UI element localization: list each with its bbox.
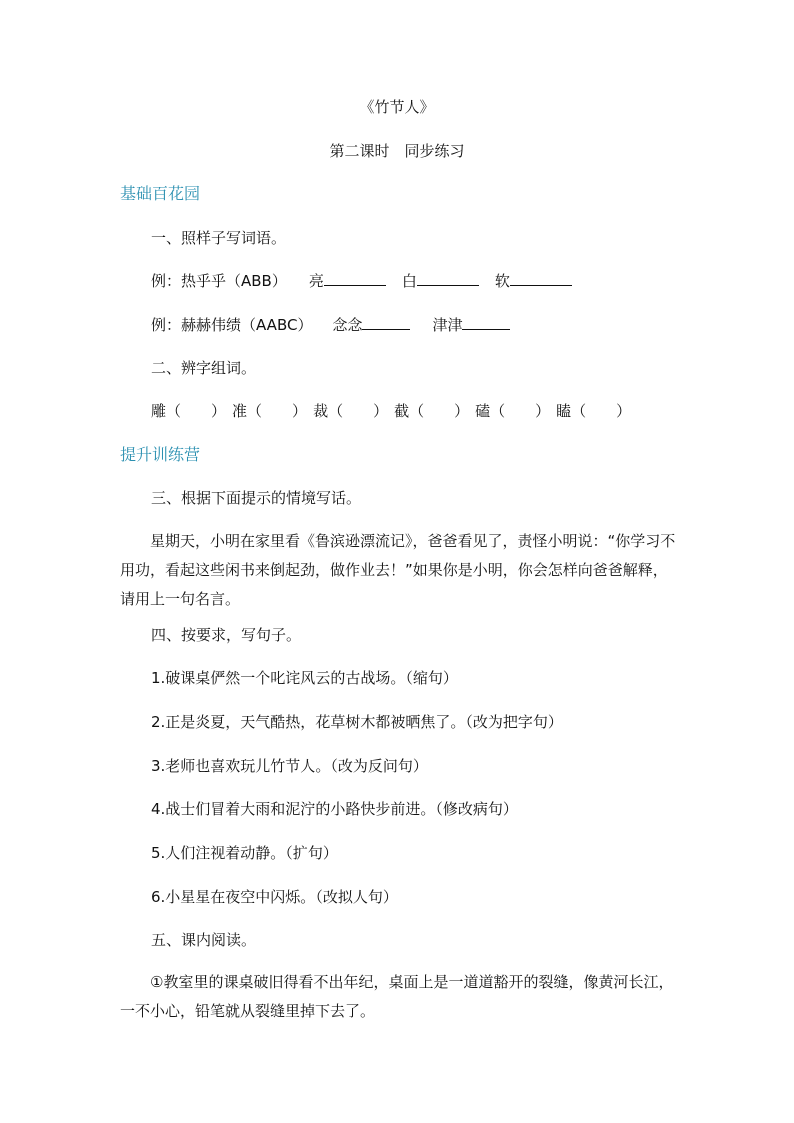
- answer-blank[interactable]: [462, 315, 510, 330]
- section-heading-basics: 基础百花园: [120, 184, 201, 203]
- char-diao: 雕: [151, 402, 167, 420]
- section-heading-advanced: 提升训练营: [120, 445, 201, 464]
- document-title: 《竹节人》: [359, 98, 435, 116]
- question-5-heading: 五、课内阅读。: [151, 931, 257, 949]
- question-3-text: 星期天，小明在家里看《鲁滨逊漂流记》，爸爸看见了，责怪小明说：“你学习不用功，看起这些闲书来倒起劲，做作业去！”如果你是小明，你会怎样向爸爸解释，请用上一句名言。: [120, 532, 676, 608]
- answer-paren[interactable]: （ ）: [409, 402, 470, 420]
- char-zhun: 准: [232, 402, 248, 420]
- document-subtitle: 第二课时 同步练习: [329, 142, 465, 160]
- answer-paren[interactable]: （ ）: [166, 402, 227, 420]
- question-3-heading: 三、根据下面提示的情境写话。: [151, 489, 362, 507]
- word-prompt-jinjin: 津津: [432, 316, 463, 334]
- answer-paren[interactable]: （ ）: [247, 402, 308, 420]
- word-prompt-niannian: 念念: [332, 316, 363, 334]
- question-2-chars: [151, 401, 631, 421]
- char-jie: 截: [394, 402, 410, 420]
- question-1-heading: 一、照样子写词语。: [151, 229, 287, 247]
- question-4-heading: 四、按要求，写句子。: [151, 626, 302, 644]
- answer-paren[interactable]: （ ）: [571, 402, 632, 420]
- char-cai: 裁: [313, 402, 329, 420]
- answer-blank[interactable]: [362, 315, 410, 330]
- answer-blank[interactable]: [417, 271, 479, 286]
- char-ke-sleepy: 瞌: [556, 402, 572, 420]
- word-prompt-ruan: 软: [494, 272, 510, 290]
- question-2-heading: 二、辨字组词。: [151, 359, 257, 377]
- question-1-example-2: [151, 315, 510, 335]
- answer-blank[interactable]: [324, 271, 386, 286]
- question-1-example-1: [151, 271, 572, 291]
- answer-paren[interactable]: （ ）: [328, 402, 389, 420]
- question-5-passage: ①教室里的课桌破旧得看不出年纪，桌面上是一道道豁开的裂缝，像黄河长江，一不小心，铅笔就从裂缝里掉下去了。: [120, 973, 674, 1020]
- question-4-item-3: 3.老师也喜欢玩儿竹节人。（改为反问句）: [151, 757, 428, 775]
- word-prompt-liang: 亮: [308, 272, 324, 290]
- answer-paren[interactable]: （ ）: [490, 402, 551, 420]
- question-4-item-1: 1.破课桌俨然一个叱诧风云的古战场。（缩句）: [151, 669, 458, 687]
- word-prompt-bai: 白: [401, 272, 417, 290]
- answer-blank[interactable]: [510, 271, 572, 286]
- question-4-item-6: 6.小星星在夜空中闪烁。（改拟人句）: [151, 888, 398, 906]
- question-4-item-2: 2.正是炎夏，天气酷热，花草树木都被晒焦了。（改为把字句）: [151, 713, 563, 731]
- question-4-item-4: 4.战士们冒着大雨和泥泞的小路快步前进。（修改病句）: [151, 800, 518, 818]
- example-1-label: 例：热乎乎（ABB）: [151, 272, 287, 290]
- example-2-label: 例：赫赫伟绩（AABC）: [151, 316, 313, 334]
- char-ke: 磕: [475, 402, 491, 420]
- question-4-item-5: 5.人们注视着动静。（扩句）: [151, 844, 338, 862]
